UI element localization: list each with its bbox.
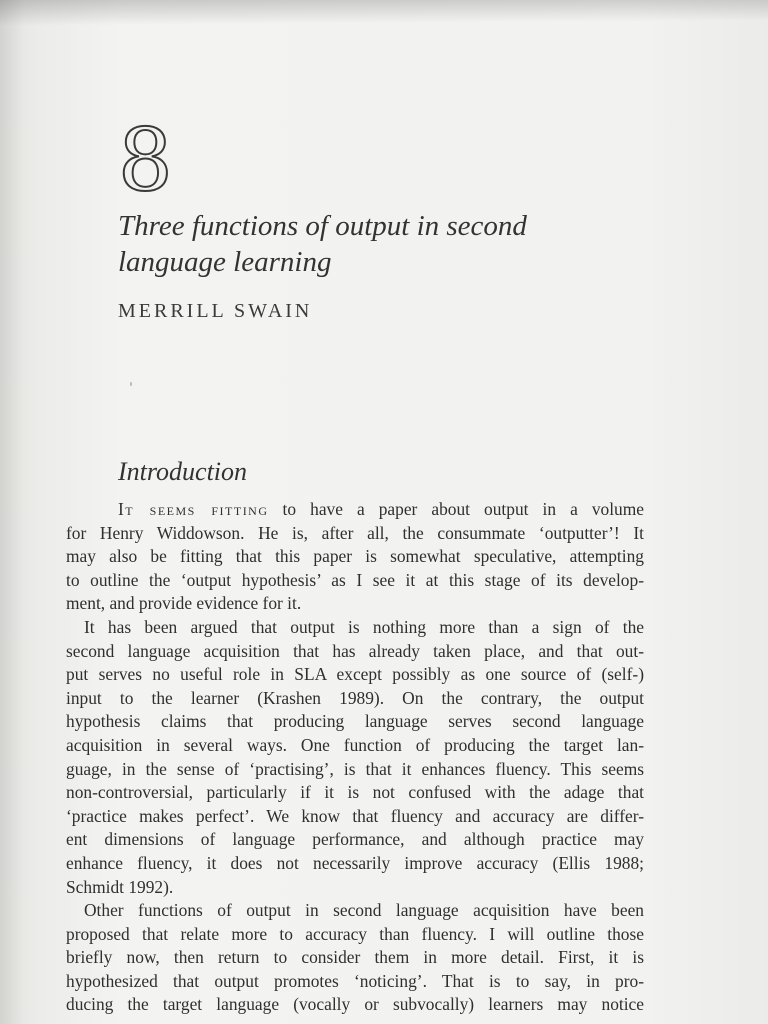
paragraph-2-line-10: ent dimensions of language performance, and although practice may (66, 829, 644, 850)
paragraph-1-line-1 (66, 498, 644, 522)
paragraph-2-line-1: It has been argued that output is nothing more than a sign of the (84, 616, 644, 637)
paragraph-1-line-2: for Henry Widdowson. He is, after all, the consummate ‘outputter’! It (66, 522, 644, 543)
paragraph-2-line-12: Schmidt 1992). (66, 876, 174, 897)
paragraph-2-line-6: acquisition in several ways. One function of producing the target lan- (66, 734, 644, 755)
chapter-number: 8 (118, 111, 173, 211)
paragraph-2-line-9: ‘practice makes perfect’. We know that fluency and accuracy are differ- (66, 805, 644, 826)
paragraph-1-lead-in: It seems fitting (118, 499, 269, 519)
paragraph-2-line-4: input to the learner (Krashen 1989). On the contrary, the output (66, 687, 644, 708)
author-name: MERRILL SWAIN (118, 300, 313, 322)
paragraph-3-line-1: Other functions of output in second language acquisition have been (84, 900, 644, 921)
chapter-title-line-2: language learning (118, 246, 332, 278)
paragraph-2-line-3: put serves no useful role in SLA except possibly as one source of (self-) (66, 664, 644, 685)
paragraph-2-line-5: hypothesis claims that producing language serves second language (66, 711, 644, 732)
chapter-title-line-1: Three functions of output in second (118, 210, 527, 242)
body-text (66, 498, 644, 1017)
page-top-shadow (0, 0, 768, 28)
paragraph-3-line-3: briefly now, then return to consider them in more detail. First, it is (66, 947, 644, 968)
paragraph-1-line-4: to outline the ‘output hypothesis’ as I see it at this stage of its develop- (66, 569, 644, 590)
paragraph-3-line-5: ducing the target language (vocally or subvocally) learners may notice (66, 994, 644, 1015)
paragraph-1-line-3: may also be fitting that this paper is somewhat speculative, attempting (66, 546, 644, 567)
paragraph-1-line-1-text: to have a paper about output in a volume (268, 499, 644, 519)
chapter-title (118, 208, 638, 280)
paragraph-3-line-4: hypothesized that output promotes ‘noticing’. That is to say, in pro- (66, 970, 644, 991)
paragraph-2-line-7: guage, in the sense of ‘practising’, is that it enhances fluency. This seems (66, 758, 644, 779)
paragraph-2-line-2: second language acquisition that has already taken place, and that out- (66, 640, 644, 661)
scan-speck (130, 382, 132, 386)
paragraph-1-line-5: ment, and provide evidence for it. (66, 593, 302, 614)
paragraph-2-line-11: enhance fluency, it does not necessarily improve accuracy (Ellis 1988; (66, 852, 644, 873)
paragraph-2-line-8: non-controversial, particularly if it is not confused with the adage that (66, 782, 644, 803)
paragraph-3-line-2: proposed that relate more to accuracy than fluency. I will outline those (66, 923, 644, 944)
page-gutter-shadow (0, 0, 24, 1024)
section-heading: Introduction (118, 457, 248, 486)
